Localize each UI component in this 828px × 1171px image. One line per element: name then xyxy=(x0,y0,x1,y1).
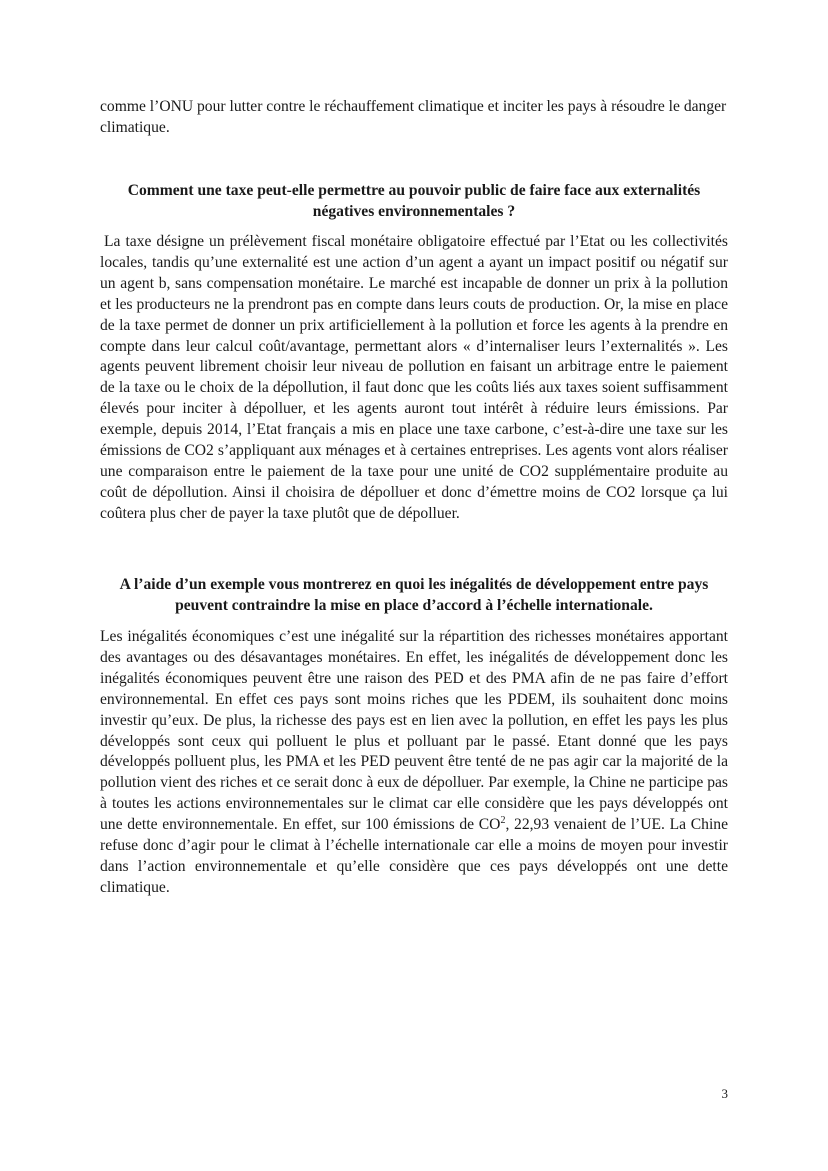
intro-paragraph: comme l’ONU pour lutter contre le réchauffement climatique et inciter les pays à résoudre le danger climatique. xyxy=(100,98,727,136)
section-paragraph-inegalites xyxy=(100,627,728,899)
section-heading-taxe: Comment une taxe peut-elle permettre au pouvoir public de faire face aux externalités négatives environnementales ? xyxy=(127,182,701,220)
section-heading-inegalites: A l’aide d’un exemple vous montrerez en quoi les inégalités de développement entre pays peuvent contraindre la mise en place d’accord à l’échelle internationale. xyxy=(119,576,709,614)
section-paragraph-taxe: La taxe désigne un prélèvement fiscal monétaire obligatoire effectué par l’Etat ou les collectivités locales, tandis qu’une externalité est une action d’un agent a ayant un impact positif ou négatif sur un agent b, sans compensation monétaire. Le marché est incapable de donner un prix à la pollution et les producteurs ne la prendront pas en compte dans leurs couts de production. Or, la mise en place de la taxe permet de donner un prix artificiellement à la pollution et force les agents à la prendre en compte dans leur calcul coût/avantage, permettant alors « d’internaliser leurs l’externalités ». Les agents peuvent librement choisir leur niveau de pollution en faisant un arbitrage entre le paiement de la taxe ou le choix de la dépollution, il faut donc que les coûts liés aux taxes soient suffisamment élevés pour inciter à dépolluer, et les agents auront tout intérêt à réduire leurs émissions. Par exemple, depuis 2014, l’Etat français a mis en place une taxe carbone, c’est-à-dire une taxe sur les émissions de CO2 s’appliquant aux ménages et à certaines entreprises. Les agents vont alors réaliser une comparaison entre le paiement de la taxe pour une unité de CO2 supplémentaire produite au coût de dépollution. Ainsi il choisira de dépolluer et donc d’émettre moins de CO2 lorsque ça lui coûtera plus cher de payer la taxe plutôt que de dépolluer. xyxy=(100,233,728,522)
paragraph-text-part-1: Les inégalités économiques c’est une inégalité sur la répartition des richesses monétaires apportant des avantages ou des désavantages monétaires. En effet, les inégalités de développement donc les inégalités économiques peuvent être une raison des PED et des PMA afin de ne pas faire d’effort environnemental. En effet ces pays sont moins riches que les PDEM, ils souhaitent donc moins investir qu’eux. De plus, la richesse des pays est en lien avec la pollution, en effet les pays les plus développés sont ceux qui polluent le plus et polluant par le passé. Etant donné que les pays développés polluent plus, les PMA et les PED peuvent être tenté de ne pas agir car la majorité de la pollution vient des riches et ce serait donc à eux de dépolluer. Par exemple, la Chine ne participe pas à toutes les actions environnementales sur le climat car elle considère que les pays développés ont une dette environnementale. En effet, sur 100 émissions de CO xyxy=(100,628,728,834)
page-number: 3 xyxy=(721,1086,728,1101)
superscript-two: 2 xyxy=(500,814,506,826)
paragraph-text-part-2: , 22,93 venaient de l’UE. La Chine refuse donc d’agir pour le climat à l’échelle internationale car elle a moins de moyen pour investir dans l’action environnementale et qu’elle considère que ces pays développés ont une dette climatique. xyxy=(100,816,728,896)
